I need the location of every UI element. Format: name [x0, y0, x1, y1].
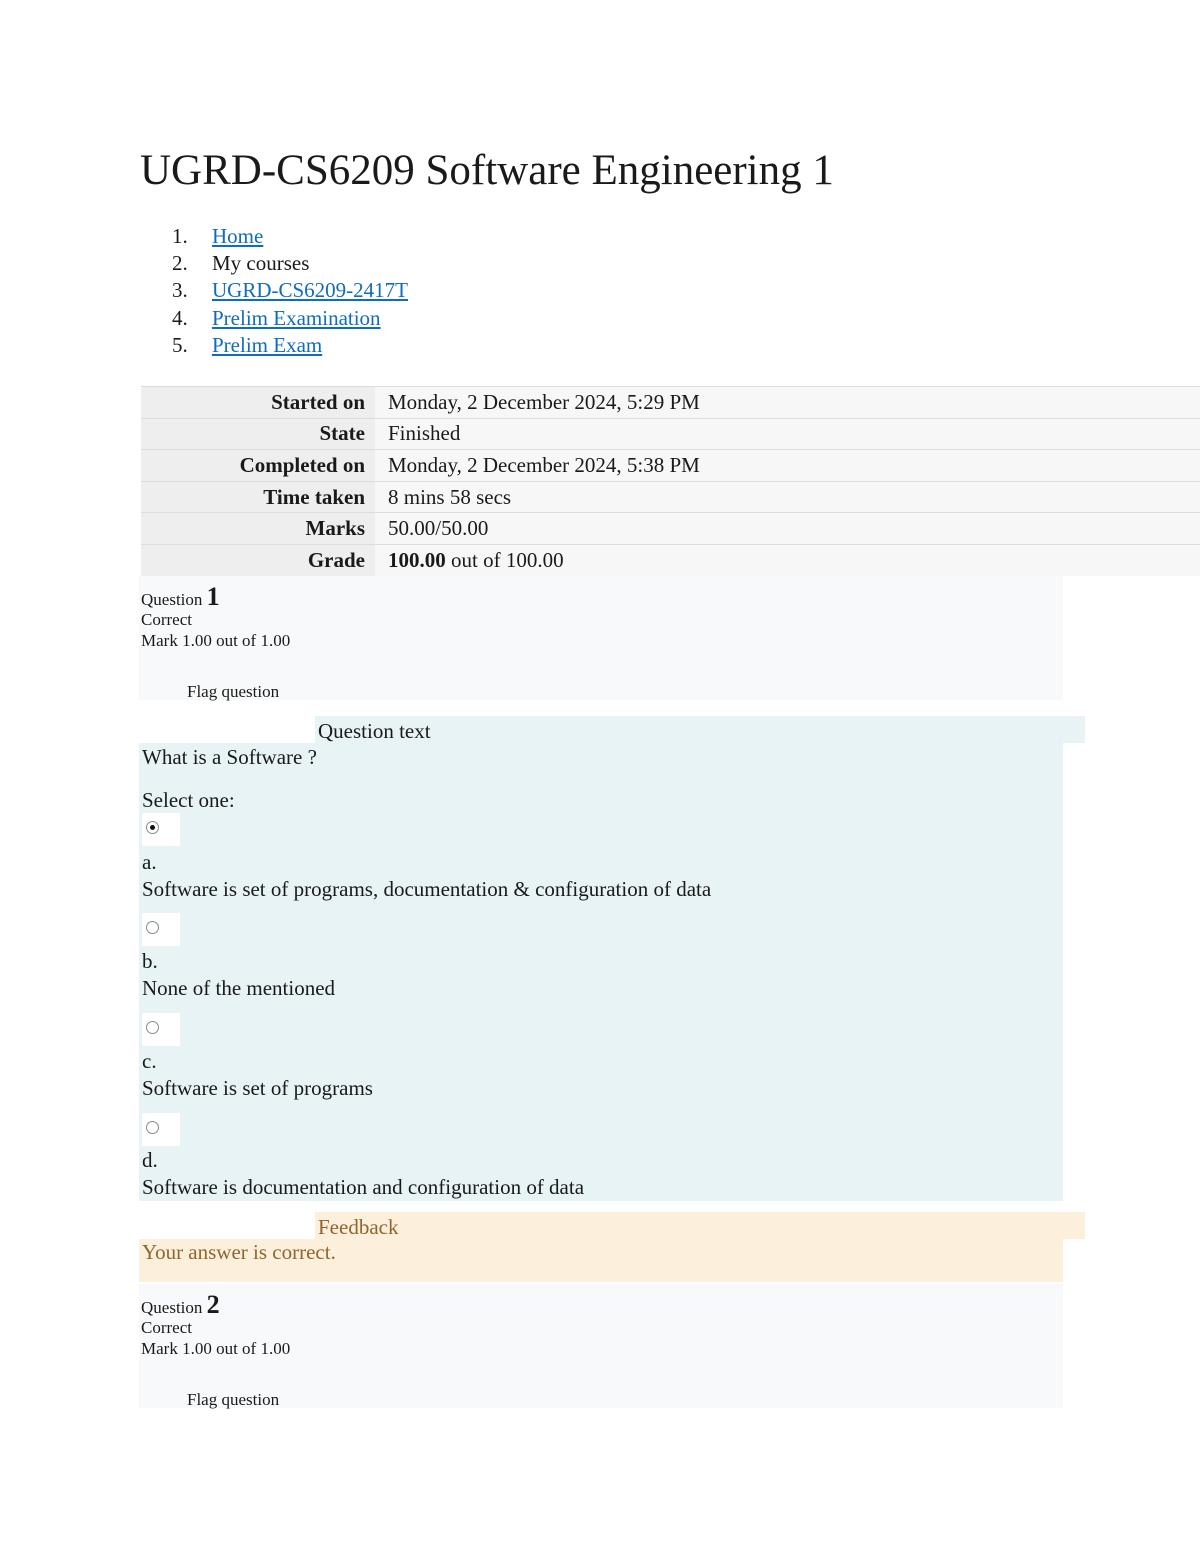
answer-radio-a[interactable] [142, 813, 180, 846]
summary-row-completed [141, 450, 1200, 482]
answer-letter: a. [142, 850, 157, 874]
question-state: Correct [141, 610, 192, 629]
breadcrumb-item-my-courses [172, 250, 408, 277]
select-one-prompt: Select one: [142, 788, 235, 812]
question-mark: Mark 1.00 out of 1.00 [141, 631, 291, 650]
flag-question-link[interactable]: Flag question [187, 682, 280, 701]
question-mark: Mark 1.00 out of 1.00 [141, 1339, 291, 1358]
breadcrumb-number: 4. [172, 305, 188, 330]
breadcrumb-number: 3. [172, 278, 188, 303]
radio-unchecked-icon [146, 1121, 159, 1134]
summary-row-started [141, 387, 1200, 419]
question-text-label: Question text [315, 716, 1085, 743]
summary-value: 50.00/50.00 [375, 513, 1200, 545]
breadcrumb-item-course [172, 277, 408, 304]
summary-label: Grade [141, 544, 375, 576]
breadcrumb-number: 2. [172, 251, 188, 276]
summary-label: Started on [141, 387, 375, 419]
summary-row-marks [141, 513, 1200, 545]
answer-radio-b[interactable] [142, 913, 180, 946]
question-info-1 [139, 576, 1063, 700]
question-prefix: Question [141, 590, 207, 609]
answer-text[interactable]: Software is set of programs [142, 1076, 373, 1100]
answer-text[interactable]: None of the mentioned [142, 976, 336, 1000]
question-prefix: Question [141, 1298, 207, 1317]
breadcrumb-item-prelim-exam [172, 332, 408, 359]
question-number-value: 2 [206, 1290, 220, 1319]
breadcrumb-number: 5. [172, 332, 188, 357]
breadcrumb-link-course[interactable]: UGRD-CS6209-2417T [212, 278, 409, 303]
grade-score: 100.00 [388, 548, 446, 573]
summary-value: 8 mins 58 secs [375, 481, 1200, 513]
feedback-text: Your answer is correct. [142, 1240, 336, 1264]
attempt-summary-table [141, 386, 1200, 576]
answer-text[interactable]: Software is documentation and configuration of data [142, 1175, 585, 1199]
breadcrumb-link-prelim-exam[interactable]: Prelim Exam [212, 332, 323, 357]
summary-value [375, 544, 1200, 576]
page-title: UGRD-CS6209 Software Engineering 1 [140, 147, 834, 194]
summary-value: Monday, 2 December 2024, 5:38 PM [375, 450, 1200, 482]
question-info-2 [139, 1284, 1063, 1408]
radio-checked-icon [146, 821, 159, 834]
summary-value: Finished [375, 418, 1200, 450]
grade-out-of: out of 100.00 [445, 548, 564, 573]
breadcrumb-text-my-courses: My courses [212, 251, 310, 276]
answer-text[interactable]: Software is set of programs, documentation & configuration of data [142, 877, 712, 901]
question-state: Correct [141, 1318, 192, 1337]
answer-letter: d. [142, 1148, 158, 1172]
summary-label: Time taken [141, 481, 375, 513]
summary-label: Marks [141, 513, 375, 545]
question-text: What is a Software ? [142, 745, 317, 769]
summary-value: Monday, 2 December 2024, 5:29 PM [375, 387, 1200, 419]
question-number [141, 582, 220, 612]
summary-row-grade [141, 544, 1200, 576]
breadcrumb [172, 223, 408, 359]
summary-label: Completed on [141, 450, 375, 482]
breadcrumb-link-prelim-examination[interactable]: Prelim Examination [212, 305, 381, 330]
feedback-box [139, 1239, 1063, 1282]
question-number [141, 1290, 220, 1320]
radio-unchecked-icon [146, 921, 159, 934]
question-number-value: 1 [206, 582, 220, 611]
breadcrumb-item-prelim-examination [172, 305, 408, 332]
feedback-label: Feedback [315, 1212, 1085, 1239]
flag-question-link[interactable]: Flag question [187, 1390, 280, 1409]
summary-row-time-taken [141, 481, 1200, 513]
answer-radio-c[interactable] [142, 1013, 180, 1046]
question-content-1 [139, 743, 1063, 1201]
answer-letter: c. [142, 1049, 157, 1073]
breadcrumb-number: 1. [172, 224, 188, 248]
summary-row-state [141, 418, 1200, 450]
radio-unchecked-icon [146, 1021, 159, 1034]
breadcrumb-link-home[interactable]: Home [212, 224, 264, 248]
answer-letter: b. [142, 949, 158, 973]
answer-radio-d[interactable] [142, 1113, 180, 1146]
summary-label: State [141, 418, 375, 450]
breadcrumb-item-home [172, 223, 408, 250]
